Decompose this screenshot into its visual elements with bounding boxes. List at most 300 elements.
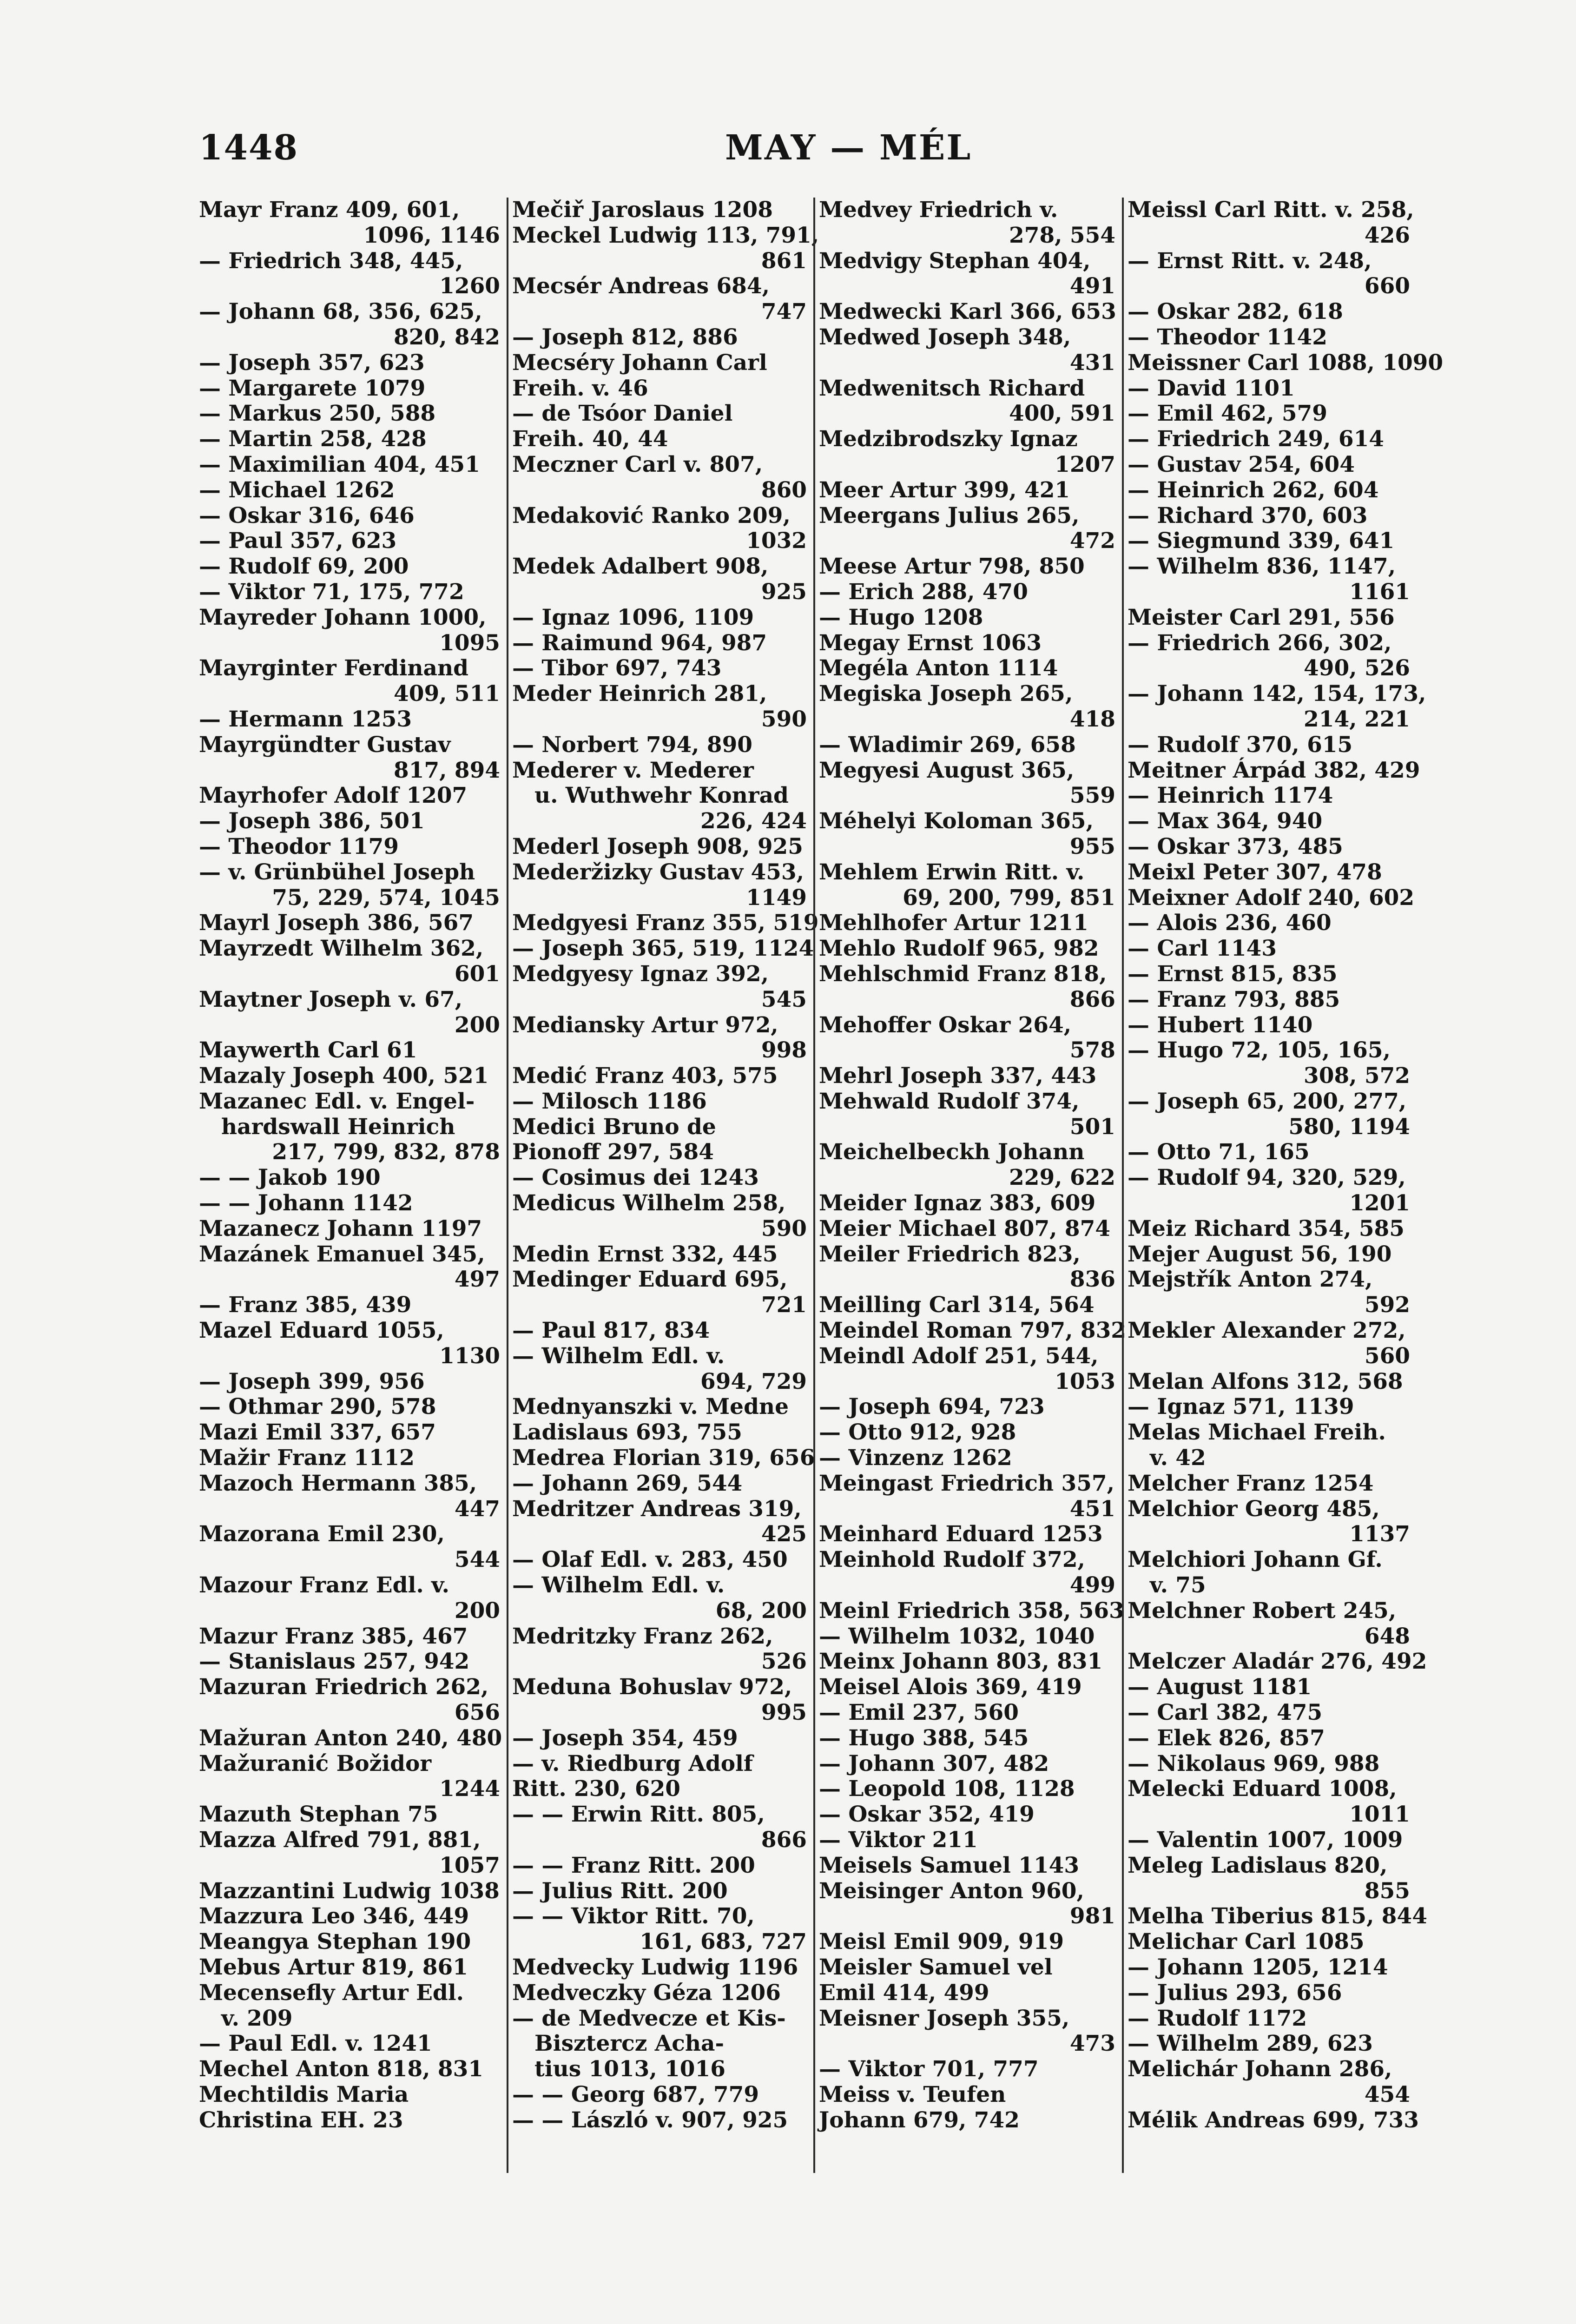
index-line: — Rudolf 370, 615 [1128, 732, 1353, 758]
index-line: — Oskar 373, 485 [1128, 833, 1343, 859]
index-line: — Wilhelm 289, 623 [1128, 2031, 1373, 2057]
running-head: MAY — MÉL [725, 128, 972, 168]
index-line: Meixner Adolf 240, 602 [1128, 885, 1415, 911]
index-line: Melichár Johann 286, [1128, 2056, 1392, 2082]
index-line: — Nikolaus 969, 988 [1128, 1750, 1380, 1776]
index-line: 836 [1069, 1267, 1115, 1293]
index-line: — Rudolf 69, 200 [199, 554, 409, 580]
index-line: Melcher Franz 1254 [1128, 1470, 1374, 1496]
index-line: — Emil 462, 579 [1128, 401, 1327, 427]
index-line: Mayrginter Ferdinand [199, 655, 469, 681]
index-line: Mazza Alfred 791, 881, [199, 1827, 481, 1853]
index-line: 656 [454, 1700, 500, 1726]
index-line: Mediansky Artur 972, [512, 1012, 778, 1038]
index-line: — Richard 370, 603 [1128, 502, 1368, 528]
index-line: 998 [761, 1037, 807, 1063]
index-line: 660 [1364, 273, 1410, 299]
index-line: Mejer August 56, 190 [1128, 1241, 1392, 1267]
index-line: 1057 [439, 1852, 500, 1878]
index-line: Maywerth Carl 61 [199, 1037, 417, 1063]
index-line: — Joseph 354, 459 [512, 1725, 738, 1751]
index-line: 860 [761, 477, 807, 503]
index-line: u. Wuthwehr Konrad [534, 783, 789, 809]
index-line: 418 [1069, 706, 1115, 732]
index-line: Mederl Joseph 908, 925 [512, 833, 803, 859]
index-line: 501 [1069, 1114, 1115, 1140]
index-line: 75, 229, 574, 1045 [272, 885, 500, 911]
page-number: 1448 [199, 128, 298, 168]
index-line: — Rudolf 94, 320, 529, [1128, 1165, 1406, 1191]
index-line: — Johann 1205, 1214 [1128, 1954, 1388, 1980]
index-line: — Max 364, 940 [1128, 808, 1323, 834]
index-line: — Valentin 1007, 1009 [1128, 1827, 1403, 1853]
index-line: 426 [1364, 222, 1410, 248]
index-line: Melczer Aladár 276, 492 [1128, 1649, 1427, 1675]
index-line: — Johann 269, 544 [512, 1470, 743, 1496]
index-line: Melchior Georg 485, [1128, 1496, 1380, 1522]
index-line: — Erich 288, 470 [819, 579, 1028, 605]
index-line: 861 [761, 248, 807, 274]
index-line: Mehlem Erwin Ritt. v. [819, 859, 1085, 885]
index-line: 526 [761, 1649, 807, 1675]
index-line: Mazorana Emil 230, [199, 1521, 445, 1547]
index-line: Mederer v. Mederer [512, 757, 754, 783]
index-line: 855 [1364, 1878, 1410, 1904]
index-line: — Carl 382, 475 [1128, 1700, 1323, 1726]
index-line: Meinx Johann 803, 831 [819, 1649, 1103, 1675]
index-line: Mazzura Leo 346, 449 [199, 1903, 469, 1929]
index-line: — — Johann 1142 [199, 1190, 413, 1216]
index-line: — — Franz Ritt. 200 [512, 1852, 755, 1878]
index-line: Megéla Anton 1114 [819, 655, 1058, 681]
index-line: — Hugo 72, 105, 165, [1128, 1037, 1391, 1063]
index-line: Mayr Franz 409, 601, [199, 197, 460, 223]
index-line: Mažuran Anton 240, 480 [199, 1725, 502, 1751]
index-line: — Julius 293, 656 [1128, 1980, 1342, 2006]
index-line: Meier Michael 807, 874 [819, 1215, 1110, 1241]
index-line: Meergans Julius 265, [819, 502, 1080, 528]
index-line: Megiska Joseph 265, [819, 681, 1073, 707]
index-line: 229, 622 [1009, 1165, 1115, 1191]
index-line: Meichelbeckh Johann [819, 1139, 1085, 1165]
index-line: — Paul 357, 623 [199, 528, 397, 554]
index-line: Meinhard Eduard 1253 [819, 1521, 1103, 1547]
index-line: 1032 [746, 528, 807, 554]
index-line: Mazour Franz Edl. v. [199, 1572, 450, 1598]
index-line: Medek Adalbert 908, [512, 554, 769, 580]
index-line: Mayrl Joseph 386, 567 [199, 910, 474, 936]
index-line: Medici Bruno de [512, 1114, 716, 1140]
index-line: — Tibor 697, 743 [512, 655, 722, 681]
index-line: Megay Ernst 1063 [819, 630, 1042, 656]
index-line: — Gustav 254, 604 [1128, 451, 1355, 477]
index-line: Meiz Richard 354, 585 [1128, 1215, 1405, 1241]
index-line: — Hugo 1208 [819, 604, 983, 630]
index-line: Medgyesy Ignaz 392, [512, 961, 769, 987]
index-line: 995 [761, 1700, 807, 1726]
index-line: Medritzer Andreas 319, [512, 1496, 802, 1522]
index-line: 1207 [1055, 451, 1115, 477]
index-line: 580, 1194 [1288, 1114, 1410, 1140]
index-line: Johann 679, 742 [819, 2107, 1020, 2133]
index-line: Medwenitsch Richard [819, 375, 1085, 401]
index-line: 578 [1069, 1037, 1115, 1063]
index-line: Mazi Emil 337, 657 [199, 1419, 436, 1446]
index-column-1 [199, 198, 507, 2173]
index-line: — Vinzenz 1262 [819, 1445, 1012, 1471]
index-line: Meindel Roman 797, 832 [819, 1318, 1127, 1344]
index-line: Medvigy Stephan 404, [819, 248, 1091, 274]
index-line: Meilling Carl 314, 564 [819, 1292, 1095, 1318]
index-line: — Heinrich 262, 604 [1128, 477, 1379, 503]
index-line: Ritt. 230, 620 [512, 1776, 681, 1802]
index-line: Meder Heinrich 281, [512, 681, 767, 707]
index-line: — Oskar 282, 618 [1128, 299, 1343, 325]
index-line: Medrea Florian 319, 656 [512, 1445, 815, 1471]
index-line: 200 [454, 1598, 500, 1624]
index-line: Medzibrodszky Ignaz [819, 426, 1078, 452]
index-line: — Viktor 71, 175, 772 [199, 579, 464, 605]
index-line: Mazoch Hermann 385, [199, 1470, 477, 1496]
index-line: Meer Artur 399, 421 [819, 477, 1070, 503]
index-line: 226, 424 [700, 808, 807, 834]
index-line: — Norbert 794, 890 [512, 732, 752, 758]
index-line: — Ernst 815, 835 [1128, 961, 1338, 987]
index-line: 1244 [439, 1776, 500, 1802]
index-line: — Franz 793, 885 [1128, 986, 1340, 1012]
index-line: 451 [1069, 1496, 1115, 1522]
index-line: — Heinrich 1174 [1128, 783, 1333, 809]
index-line: 747 [761, 299, 807, 325]
index-line: Mazuran Friedrich 262, [199, 1674, 489, 1700]
index-line: 955 [1069, 833, 1115, 859]
index-line: — — László v. 907, 925 [512, 2107, 788, 2133]
index-line: Mechel Anton 818, 831 [199, 2056, 484, 2082]
index-line: Meckel Ludwig 113, 791, [512, 222, 819, 248]
index-line: Méhelyi Koloman 365, [819, 808, 1094, 834]
index-line: 425 [761, 1521, 807, 1547]
index-line: Mechtildis Maria [199, 2081, 409, 2107]
index-line: 590 [761, 706, 807, 732]
index-line: Mazanecz Johann 1197 [199, 1215, 482, 1241]
index-line: Melha Tiberius 815, 844 [1128, 1903, 1427, 1929]
index-line: — — Viktor Ritt. 70, [512, 1903, 755, 1929]
index-line: — Stanislaus 257, 942 [199, 1649, 470, 1675]
index-line: 560 [1364, 1343, 1410, 1369]
index-line: 592 [1364, 1292, 1410, 1318]
index-line: 601 [454, 961, 500, 987]
index-line: Mayrzedt Wilhelm 362, [199, 936, 484, 962]
index-line: Meider Ignaz 383, 609 [819, 1190, 1096, 1216]
index-column-4 [1122, 197, 1444, 2173]
index-line: Mekler Alexander 272, [1128, 1318, 1406, 1344]
index-line: 981 [1069, 1903, 1115, 1929]
index-line: — Ignaz 571, 1139 [1128, 1394, 1354, 1420]
index-line: — Otto 912, 928 [819, 1419, 1016, 1446]
index-line: — v. Grünbühel Joseph [199, 859, 475, 885]
index-column-2 [507, 197, 819, 2173]
index-line: — Wilhelm 836, 1147, [1128, 554, 1396, 580]
index-line: Medwed Joseph 348, [819, 324, 1071, 350]
index-line: 431 [1069, 350, 1115, 376]
index-line: — Margarete 1079 [199, 375, 426, 401]
index-line: — Hermann 1253 [199, 706, 412, 732]
index-line: v. 42 [1150, 1445, 1206, 1471]
index-line: — David 1101 [1128, 375, 1295, 401]
index-line: Mehoffer Oskar 264, [819, 1012, 1072, 1038]
index-line: 1201 [1349, 1190, 1410, 1216]
index-line: Meisel Alois 369, 419 [819, 1674, 1082, 1700]
index-line: — Wilhelm 1032, 1040 [819, 1623, 1095, 1649]
index-line: — Viktor 211 [819, 1827, 978, 1853]
index-line: 1095 [439, 630, 500, 656]
index-line: — Johann 307, 482 [819, 1750, 1049, 1776]
index-line: Meindl Adolf 251, 544, [819, 1343, 1099, 1369]
index-line: 68, 200 [715, 1598, 807, 1624]
index-line: — — Jakob 190 [199, 1165, 381, 1191]
index-line: — Johann 142, 154, 173, [1128, 681, 1426, 707]
index-line: — Hugo 388, 545 [819, 1725, 1029, 1751]
index-line: Mažuranić Božidor [199, 1750, 432, 1776]
index-line: 490, 526 [1304, 655, 1410, 681]
index-line: Melas Michael Freih. [1128, 1419, 1386, 1446]
index-line: Christina EH. 23 [199, 2107, 403, 2133]
index-line: 694, 729 [700, 1368, 807, 1394]
index-line: 545 [761, 986, 807, 1012]
index-line: — Theodor 1142 [1128, 324, 1327, 350]
index-line: Meese Artur 798, 850 [819, 554, 1085, 580]
index-line: — Joseph 357, 623 [199, 350, 425, 376]
index-line: — Joseph 812, 886 [512, 324, 738, 350]
index-line: — Friedrich 266, 302, [1128, 630, 1392, 656]
index-line: — Theodor 1179 [199, 833, 399, 859]
index-line: Meingast Friedrich 357, [819, 1470, 1114, 1496]
index-line: Mayrgündter Gustav [199, 732, 451, 758]
index-line: — Milosch 1186 [512, 1088, 707, 1114]
index-line: v. 209 [221, 2005, 293, 2031]
index-line: Meiler Friedrich 823, [819, 1241, 1081, 1267]
index-line: Melchner Robert 245, [1128, 1598, 1397, 1624]
index-line: 820, 842 [394, 324, 500, 350]
index-line: 648 [1364, 1623, 1410, 1649]
index-line: Medaković Ranko 209, [512, 502, 791, 528]
index-line: — Joseph 694, 723 [819, 1394, 1045, 1420]
index-line: Mehrl Joseph 337, 443 [819, 1063, 1097, 1089]
index-line: Medgyesi Franz 355, 519 [512, 910, 819, 936]
index-line: Medin Ernst 332, 445 [512, 1241, 778, 1267]
index-columns [199, 197, 1444, 2173]
index-line: Medwecki Karl 366, 653 [819, 299, 1116, 325]
index-line: — Joseph 399, 956 [199, 1368, 425, 1394]
index-line: Mečiř Jaroslaus 1208 [512, 197, 773, 223]
index-line: Meleg Ladislaus 820, [1128, 1852, 1388, 1878]
index-line: — — Erwin Ritt. 805, [512, 1802, 765, 1828]
index-line: Mayrhofer Adolf 1207 [199, 783, 468, 809]
index-line: hardswall Heinrich [221, 1114, 455, 1140]
index-line: 866 [1069, 986, 1115, 1012]
index-line: Medritzky Franz 262, [512, 1623, 773, 1649]
index-line: Melichar Carl 1085 [1128, 1929, 1365, 1955]
index-line: Bisztercz Acha- [534, 2031, 724, 2057]
index-line: 1149 [746, 885, 807, 911]
index-line: Mazuth Stephan 75 [199, 1802, 438, 1828]
index-line: — Markus 250, 588 [199, 401, 436, 427]
index-line: 544 [454, 1547, 500, 1573]
index-line: Melan Alfons 312, 568 [1128, 1368, 1403, 1394]
index-line: — Carl 1143 [1128, 936, 1277, 962]
index-line: Mayreder Johann 1000, [199, 604, 487, 630]
index-line: — Maximilian 404, 451 [199, 451, 480, 477]
index-line: — Oskar 316, 646 [199, 502, 415, 528]
index-line: 1011 [1349, 1802, 1410, 1828]
index-column-3 [813, 197, 1127, 2173]
index-line: Mecséry Johann Carl [512, 350, 767, 376]
index-line: 472 [1069, 528, 1115, 554]
index-line: 1260 [439, 273, 500, 299]
index-line: 817, 894 [394, 757, 500, 783]
index-line: Mazel Eduard 1055, [199, 1318, 444, 1344]
index-line: Pionoff 297, 584 [512, 1139, 714, 1165]
index-line: Freih. v. 46 [512, 375, 648, 401]
index-line: 866 [761, 1827, 807, 1853]
index-line: — Elek 826, 857 [1128, 1725, 1325, 1751]
index-line: 161, 683, 727 [640, 1929, 807, 1955]
index-line: Melchiori Johann Gf. [1128, 1547, 1383, 1573]
index-line: — Michael 1262 [199, 477, 395, 503]
index-line: Mazur Franz 385, 467 [199, 1623, 468, 1649]
index-line: Emil 414, 499 [819, 1980, 989, 2006]
index-line: Meixl Peter 307, 478 [1128, 859, 1382, 885]
index-line: Mélik Andreas 699, 733 [1128, 2107, 1419, 2133]
index-line: 214, 221 [1304, 706, 1410, 732]
index-line: Mehlhofer Artur 1211 [819, 910, 1088, 936]
index-line: — Emil 237, 560 [819, 1700, 1019, 1726]
index-line: Meisler Samuel vel [819, 1954, 1053, 1980]
index-line: 499 [1069, 1572, 1115, 1598]
index-line: — Otto 71, 165 [1128, 1139, 1310, 1165]
index-line: Medinger Eduard 695, [512, 1267, 788, 1293]
index-line: Medić Franz 403, 575 [512, 1063, 778, 1089]
index-line: Ladislaus 693, 755 [512, 1419, 742, 1446]
index-line: — Oskar 352, 419 [819, 1802, 1035, 1828]
index-line: Meduna Bohuslav 972, [512, 1674, 792, 1700]
index-line: — Ernst Ritt. v. 248, [1128, 248, 1372, 274]
index-line: Mecensefly Artur Edl. [199, 1980, 464, 2006]
index-line: 721 [761, 1292, 807, 1318]
index-line: Mehwald Rudolf 374, [819, 1088, 1080, 1114]
index-line: — Friedrich 348, 445, [199, 248, 463, 274]
index-line: Meinhold Rudolf 372, [819, 1547, 1085, 1573]
index-line: 217, 799, 832, 878 [272, 1139, 500, 1165]
index-line: Meisl Emil 909, 919 [819, 1929, 1064, 1955]
index-line: — de Tsóor Daniel [512, 401, 733, 427]
index-line: — Rudolf 1172 [1128, 2005, 1307, 2031]
index-line: Meitner Árpád 382, 429 [1128, 757, 1420, 783]
index-line: 1130 [439, 1343, 500, 1369]
index-line: — Othmar 290, 578 [199, 1394, 436, 1420]
index-line: Medvey Friedrich v. [819, 197, 1058, 223]
index-line: 69, 200, 799, 851 [903, 885, 1115, 911]
index-line: — Cosimus dei 1243 [512, 1165, 759, 1191]
index-line: Mehlschmid Franz 818, [819, 961, 1107, 987]
index-line: — Friedrich 249, 614 [1128, 426, 1384, 452]
index-line: — Joseph 365, 519, 1124 [512, 936, 814, 962]
index-line: — Leopold 108, 1128 [819, 1776, 1075, 1802]
index-line: — Paul Edl. v. 1241 [199, 2031, 432, 2057]
index-line: — Raimund 964, 987 [512, 630, 767, 656]
index-line: 1053 [1055, 1368, 1115, 1394]
index-line: Meisels Samuel 1143 [819, 1852, 1080, 1878]
index-line: 278, 554 [1009, 222, 1115, 248]
index-line: Mazánek Emanuel 345, [199, 1241, 485, 1267]
index-line: Meiss v. Teufen [819, 2081, 1006, 2107]
index-line: Meisinger Anton 960, [819, 1878, 1084, 1904]
index-line: — Martin 258, 428 [199, 426, 427, 452]
index-line: 409, 511 [394, 681, 500, 707]
index-line: — Wilhelm Edl. v. [512, 1572, 725, 1598]
index-line: — Siegmund 339, 641 [1128, 528, 1395, 554]
index-line: Freih. 40, 44 [512, 426, 668, 452]
index-line: 1137 [1349, 1521, 1410, 1547]
index-line: — Hubert 1140 [1128, 1012, 1313, 1038]
index-line: 491 [1069, 273, 1115, 299]
index-line: 473 [1069, 2031, 1115, 2057]
index-line: — v. Riedburg Adolf [512, 1750, 753, 1776]
index-line: 400, 591 [1009, 401, 1115, 427]
index-line: 559 [1069, 783, 1115, 809]
index-line: Mednyanszki v. Medne [512, 1394, 789, 1420]
index-line: 454 [1364, 2081, 1410, 2107]
index-line: 1096, 1146 [363, 222, 500, 248]
index-line: — Wilhelm Edl. v. [512, 1343, 725, 1369]
index-line: Mebus Artur 819, 861 [199, 1954, 468, 1980]
index-line: Meister Carl 291, 556 [1128, 604, 1395, 630]
index-line: 308, 572 [1304, 1063, 1410, 1089]
index-line: Meangya Stephan 190 [199, 1929, 471, 1955]
index-line: — Ignaz 1096, 1109 [512, 604, 754, 630]
index-line: — Olaf Edl. v. 283, 450 [512, 1547, 788, 1573]
index-line: Meisner Joseph 355, [819, 2005, 1070, 2031]
index-line: Meczner Carl v. 807, [512, 451, 763, 477]
index-line: — Viktor 701, 777 [819, 2056, 1039, 2082]
index-line: Melecki Eduard 1008, [1128, 1776, 1397, 1802]
index-line: Meissl Carl Ritt. v. 258, [1128, 197, 1414, 223]
index-line: Medveczky Géza 1206 [512, 1980, 781, 2006]
index-line: Mazanec Edl. v. Engel- [199, 1088, 475, 1114]
index-line: Megyesi August 365, [819, 757, 1075, 783]
index-line: — Julius Ritt. 200 [512, 1878, 728, 1904]
index-line: 590 [761, 1215, 807, 1241]
index-line: Medvecky Ludwig 1196 [512, 1954, 798, 1980]
index-line: Mehlo Rudolf 965, 982 [819, 936, 1099, 962]
index-line: — Joseph 386, 501 [199, 808, 425, 834]
index-line: — Joseph 65, 200, 277, [1128, 1088, 1407, 1114]
index-line: — Paul 817, 834 [512, 1318, 710, 1344]
index-line: 1161 [1349, 579, 1410, 605]
index-line: Meinl Friedrich 358, 563 [819, 1598, 1124, 1624]
index-line: Mažir Franz 1112 [199, 1445, 415, 1471]
index-line: Mazzantini Ludwig 1038 [199, 1878, 500, 1904]
index-line: — August 1181 [1128, 1674, 1312, 1700]
index-line: 447 [454, 1496, 500, 1522]
index-line: 497 [454, 1267, 500, 1293]
index-line: Maytner Joseph v. 67, [199, 986, 463, 1012]
index-line: Mederžizky Gustav 453, [512, 859, 804, 885]
index-line: — — Georg 687, 779 [512, 2081, 759, 2107]
index-line: Medicus Wilhelm 258, [512, 1190, 786, 1216]
index-line: — Johann 68, 356, 625, [199, 299, 482, 325]
index-line: Meissner Carl 1088, 1090 [1128, 350, 1444, 376]
